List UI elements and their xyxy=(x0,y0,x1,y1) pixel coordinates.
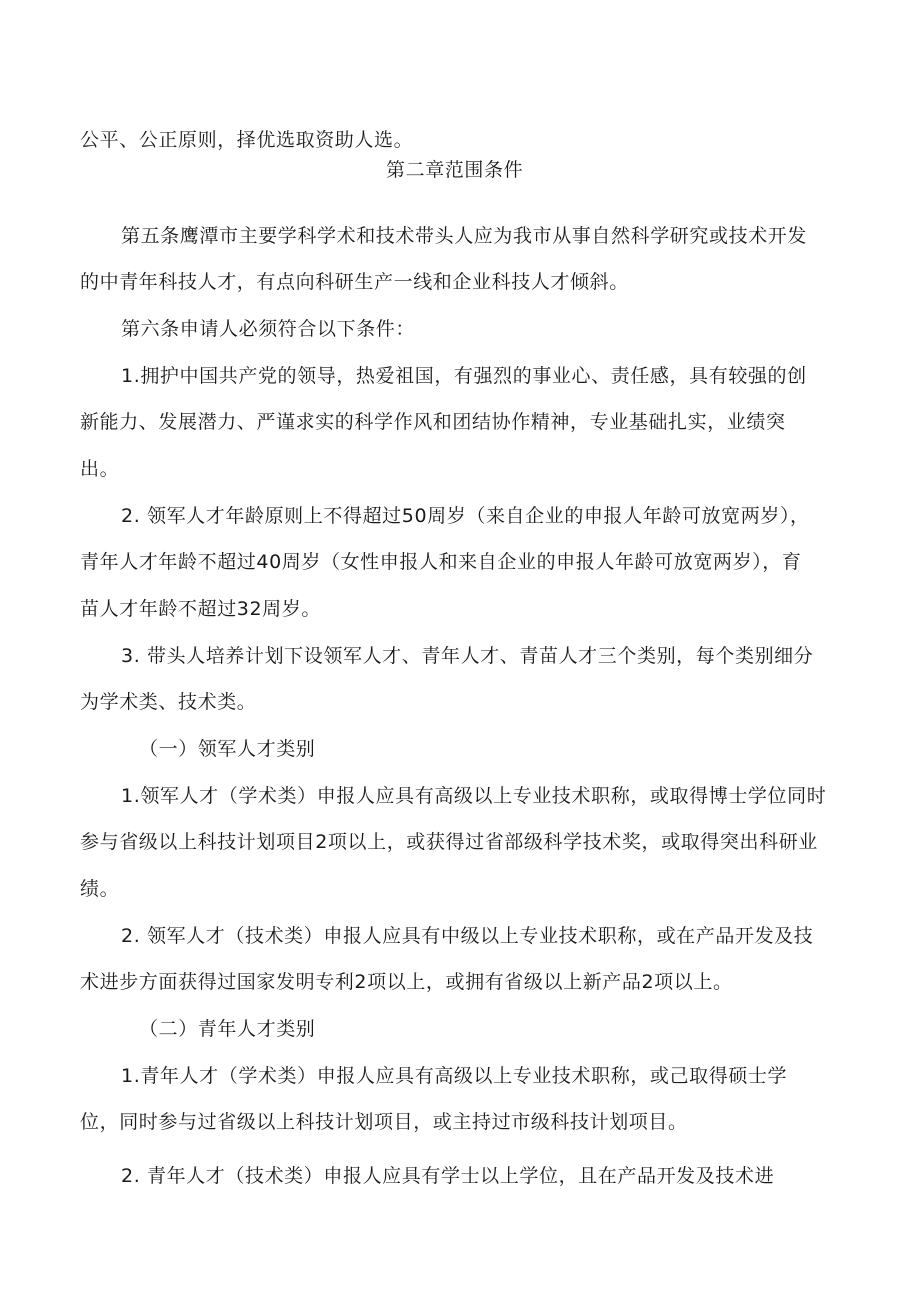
text-line: 第五条鹰潭市主要学科学术和技术带头人应为我市从事自然科学研究或技术开发 xyxy=(121,225,808,247)
chapter-heading: 第二章范围条件 xyxy=(386,159,524,181)
text-line: 新能力、发展潜力、严谨求实的科学作风和团结协作精神，专业基础扎实，业绩突 xyxy=(80,411,786,433)
text-line: 为学术类、技术类。 xyxy=(80,691,257,713)
text-line: 苗人才年龄不超过32周岁。 xyxy=(80,598,321,620)
text-line: 1.领军人才（学术类）申报人应具有高级以上专业技术职称，或取得博士学位同时 xyxy=(121,785,827,807)
text-line: 参与省级以上科技计划项目2项以上，或获得过省部级科学技术奖，或取得突出科研业 xyxy=(80,831,818,853)
text-line: 公平、公正原则，择优选取资助人选。 xyxy=(80,129,414,151)
text-line: 2. 青年人才（技术类）申报人应具有学士以上学位，且在产品开发及技术进 xyxy=(121,1165,775,1187)
text-line: 术进步方面获得过国家发明专利2项以上，或拥有省级以上新产品2项以上。 xyxy=(80,971,733,993)
text-line: 青年人才年龄不超过40周岁（女性申报人和来自企业的申报人年龄可放宽两岁），育 xyxy=(80,551,802,573)
text-line: 位，同时参与过省级以上科技计划项目，或主持过市级科技计划项目。 xyxy=(80,1111,688,1133)
text-line: 绩。 xyxy=(80,878,120,900)
text-line: 2. 领军人才（技术类）申报人应具有中级以上专业技术职称，或在产品开发及技 xyxy=(121,925,814,947)
section-heading: （一）领军人才类别 xyxy=(139,738,316,760)
text-line: 1.青年人才（学术类）申报人应具有高级以上专业技术职称，或己取得硕士学 xyxy=(121,1065,788,1087)
text-line: 2. 领军人才年龄原则上不得超过50周岁（来自企业的申报人年龄可放宽两岁）， xyxy=(121,505,810,527)
text-line: 第六条申请人必须符合以下条件： xyxy=(121,318,416,340)
text-line: 1.拥护中国共产党的领导，热爱祖国，有强烈的事业心、责任感，具有较强的创 xyxy=(121,365,807,387)
section-heading: （二）青年人才类别 xyxy=(139,1018,316,1040)
text-line: 3. 带头人培养计划下设领军人才、青年人才、青苗人才三个类别，每个类别细分 xyxy=(121,645,814,667)
text-line: 的中青年科技人才，有点向科研生产一线和企业科技人才倾斜。 xyxy=(80,271,629,293)
text-line: 出。 xyxy=(80,458,120,480)
